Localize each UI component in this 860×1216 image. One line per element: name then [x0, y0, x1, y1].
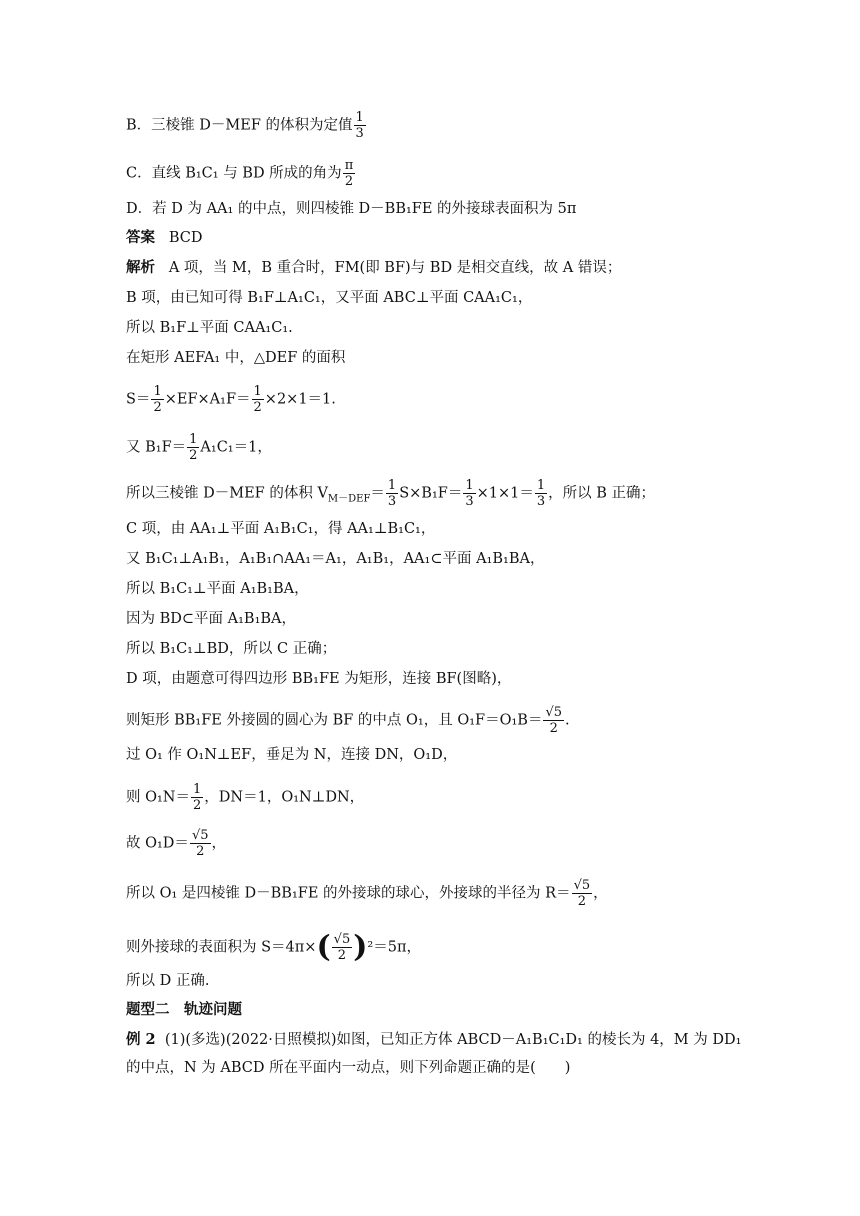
analysis-line-10: 所以 B₁C₁⊥平面 A₁B₁BA，	[126, 581, 309, 597]
fraction: $\frac{1}{2}$	[189, 432, 198, 463]
analysis-line-3: 所以 B₁F⊥平面 CAA₁C₁.	[126, 320, 293, 336]
fraction: $\frac{√5}{2}$	[573, 878, 591, 909]
example-line-2: 的中点，N 为 ABCD 所在平面内一动点，则下列命题正确的是( )	[126, 1060, 571, 1076]
analysis-line-4: 在矩形 AEFA₁ 中，△DEF 的面积	[126, 350, 346, 366]
analysis-line-12: 所以 B₁C₁⊥BD，所以 C 正确；	[126, 641, 337, 657]
analysis-line-11: 因为 BD⊂平面 A₁B₁BA，	[126, 611, 297, 627]
analysis-line-1: 解析 A 项，当 M，B 重合时，FM(即 BF)与 BD 是相交直线，故 A 错误；	[126, 259, 622, 276]
analysis-line-6: 又 B₁F＝ $\frac{1}{2}$ A₁C₁＝1，	[126, 432, 272, 463]
analysis-line-8: C 项，由 AA₁⊥平面 A₁B₁C₁，得 AA₁⊥B₁C₁，	[126, 521, 436, 537]
analysis-line-5: S＝ $\frac{1}{2}$ ×EF×A₁F＝ $\frac{1}{2}$ ×2×1＝1.	[126, 384, 336, 415]
answer-line	[126, 228, 202, 248]
analysis-label: 解析	[126, 259, 155, 276]
analysis-line-18: 所以 O₁ 是四棱锥 D－BB₁FE 的外接球的球心，外接球的半径为 R＝ $\frac{√5}{2}$ ，	[126, 878, 608, 909]
analysis-line-17: 故 O₁D＝ $\frac{√5}{2}$ ，	[126, 828, 226, 859]
option-b	[126, 110, 367, 141]
analysis-line-9: 又 B₁C₁⊥A₁B₁，A₁B₁∩AA₁＝A₁，A₁B₁，AA₁⊂平面 A₁B₁BA，	[126, 551, 545, 567]
analysis-line-20: 所以 D 正确.	[126, 973, 210, 989]
fraction: $\frac{√5}{2}$	[191, 828, 209, 859]
fraction: $\frac{1}{3}$	[536, 478, 546, 509]
fraction: $\frac{1}{2}$	[193, 782, 202, 813]
analysis-line-14: 则矩形 BB₁FE 外接圆的圆心为 BF 的中点 O₁，且 O₁F＝O₁B＝ $\frac{√5}{2}$ .	[126, 705, 570, 736]
fraction: $\frac{\pi}{2}$	[344, 158, 354, 189]
option-b-text: B．三棱锥 D－MEF 的体积为定值	[126, 117, 353, 134]
option-c	[126, 158, 356, 189]
example-line-1: 例 2 (1)(多选)(2022·日照模拟)如图，已知正方体 ABCD－A₁B₁C₁D₁ 的棱长为 4，M 为 DD₁	[126, 1031, 742, 1048]
option-d: D．若 D 为 AA₁ 的中点，则四棱锥 D－BB₁FE 的外接球表面积为 5π	[126, 201, 577, 217]
analysis-line-16: 则 O₁N＝ $\frac{1}{2}$ ，DN＝1，O₁N⊥DN，	[126, 782, 365, 813]
analysis-line-13: D 项，由题意可得四边形 BB₁FE 为矩形，连接 BF(图略)，	[126, 671, 512, 687]
section-title: 题型二 轨迹问题	[126, 1001, 242, 1018]
fraction: $\frac{1}{3}$	[355, 110, 364, 141]
analysis-line-2: B 项，由已知可得 B₁F⊥A₁C₁，又平面 ABC⊥平面 CAA₁C₁，	[126, 290, 533, 306]
analysis-line-7: 所以三棱锥 D－MEF 的体积 $V_{M-DEF}=$ $\frac{1}{3}$ S×B₁F＝ $\frac{1}{3}$ ×1×1＝ $\frac{1}{3}$ ，所以 B 正确；	[126, 478, 656, 509]
fraction: $\frac{1}{3}$	[387, 478, 397, 509]
fraction: $\frac{√5}{2}$	[545, 705, 563, 736]
example-label: 例 2	[126, 1031, 156, 1048]
fraction: $\frac{√5}{2}$	[333, 932, 351, 963]
analysis-line-19: 则外接球的表面积为 S＝4π×( $\frac{√5}{2}$ )²＝5π，	[126, 929, 421, 965]
answer-label: 答案	[126, 229, 155, 246]
analysis-line-15: 过 O₁ 作 O₁N⊥EF，垂足为 N，连接 DN，O₁D，	[126, 747, 458, 763]
option-c-text: C．直线 B₁C₁ 与 BD 所成的角为	[126, 165, 342, 182]
answer-value: BCD	[168, 230, 203, 246]
fraction: $\frac{1}{2}$	[253, 384, 262, 415]
fraction: $\frac{1}{2}$	[153, 384, 162, 415]
fraction: $\frac{1}{3}$	[465, 478, 474, 509]
